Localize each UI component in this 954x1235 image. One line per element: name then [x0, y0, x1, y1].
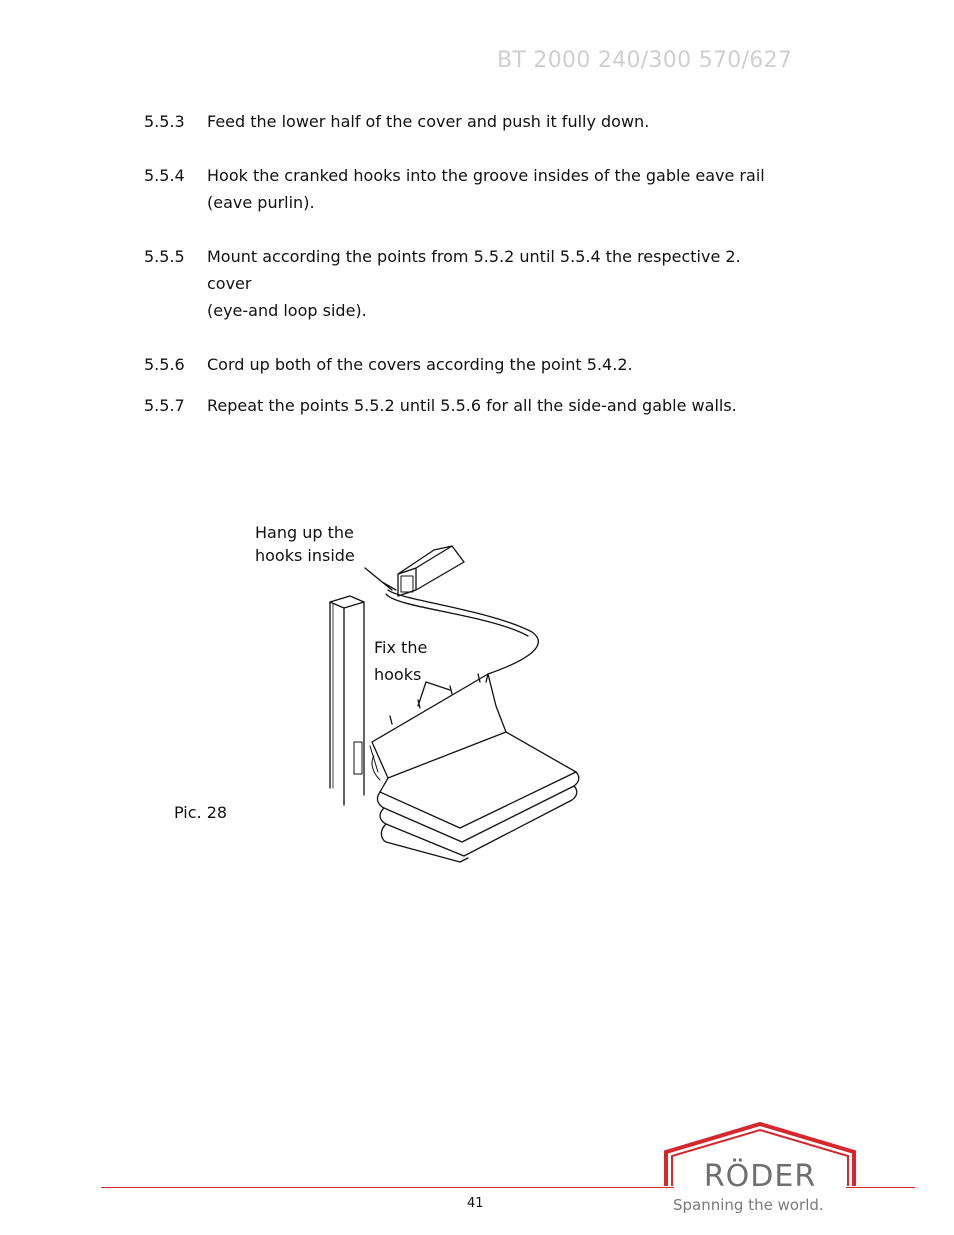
figure-caption: Pic. 28 [174, 803, 228, 822]
step-5-5-3 [144, 108, 824, 135]
step-text [207, 351, 824, 378]
step-5-5-5 [144, 243, 824, 324]
step-line: Cord up both of the covers according the point 5.4.2. [207, 355, 633, 374]
folded-cover [370, 674, 579, 862]
step-line: (eye-and loop side). [207, 301, 367, 320]
callout-line: hooks [374, 665, 422, 684]
step-5-5-6 [144, 351, 824, 378]
step-line: Feed the lower half of the cover and push it fully down. [207, 112, 650, 131]
page-number: 41 [467, 1196, 484, 1211]
step-number: 5.5.5 [144, 247, 185, 266]
callout-line: Fix the [374, 638, 428, 657]
step-text [207, 392, 824, 419]
callout-line: Hang up the [255, 523, 354, 542]
step-line: Repeat the points 5.5.2 until 5.5.6 for all the side-and gable walls. [207, 396, 737, 415]
step-line: (eave purlin). [207, 193, 315, 212]
post [330, 596, 364, 805]
slogan: Spanning the world. [673, 1196, 824, 1214]
logo-text: RÖDER [703, 1159, 817, 1192]
step-number: 5.5.6 [144, 355, 185, 374]
step-number: 5.5.7 [144, 396, 185, 415]
callout-line: hooks inside [255, 546, 355, 565]
document-title: BT 2000 240/300 570/627 [497, 48, 793, 73]
step-line: cover [207, 274, 252, 293]
step-line: Mount according the points from 5.5.2 until 5.5.4 the respective 2. [207, 247, 741, 266]
eave-rail [398, 546, 464, 596]
step-text [207, 162, 824, 216]
step-number: 5.5.3 [144, 112, 185, 131]
step-5-5-4 [144, 162, 824, 216]
step-text [207, 108, 824, 135]
step-number: 5.5.4 [144, 166, 185, 185]
step-text [207, 243, 824, 324]
step-line: Hook the cranked hooks into the groove insides of the gable eave rail [207, 166, 765, 185]
cover-strip [382, 582, 538, 674]
roder-logo [662, 1120, 858, 1192]
cover-hooks-illustration [300, 510, 600, 870]
step-5-5-7 [144, 392, 824, 419]
